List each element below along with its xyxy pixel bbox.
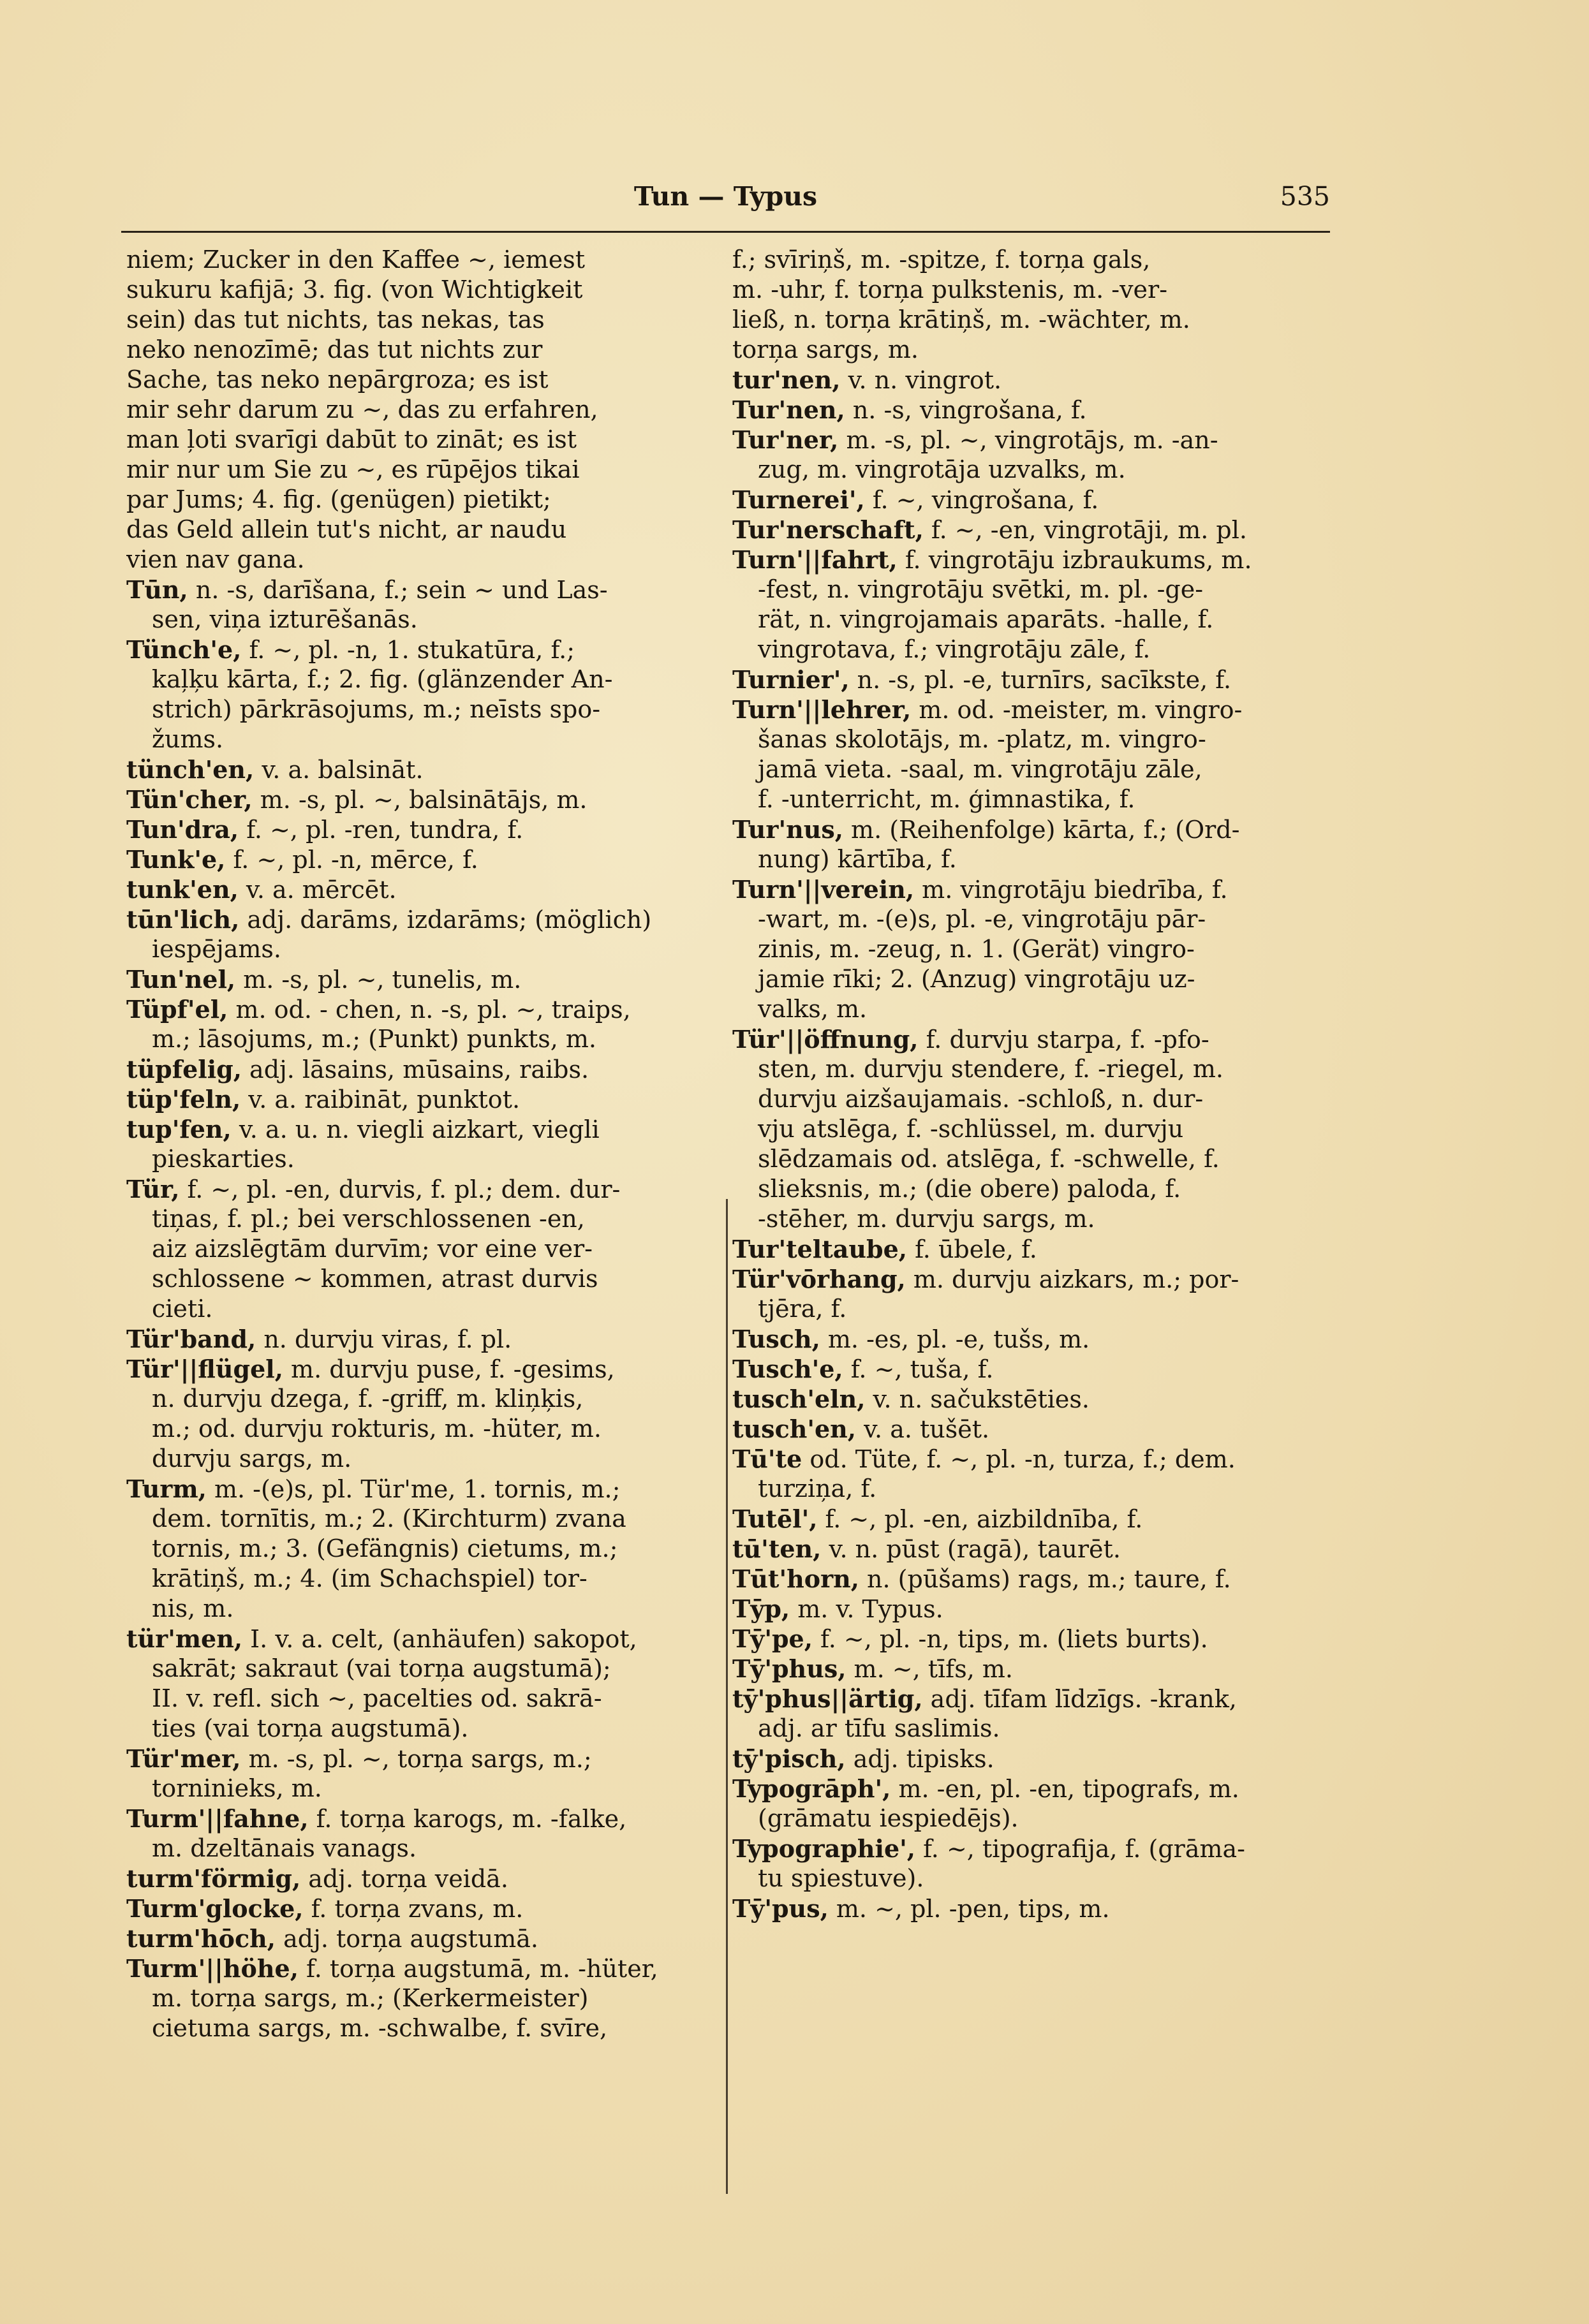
entry-text: jamā vieta. -saal, m. vingrotāju zāle, <box>758 755 1202 783</box>
dictionary-line <box>732 1084 1331 1114</box>
entry-text: žums. <box>152 725 224 753</box>
dictionary-line <box>126 1774 720 1804</box>
entry-text: sten, m. durvju stendere, f. -riegel, m. <box>758 1055 1223 1083</box>
dictionary-line <box>126 1834 720 1864</box>
dictionary-line <box>732 1654 1331 1684</box>
dictionary-line <box>732 844 1331 874</box>
entry-headword: Turm, <box>126 1475 207 1503</box>
dictionary-line <box>732 784 1331 814</box>
entry-headword: Turn'||lehrer, <box>732 695 912 724</box>
entry-headword: Tun'dra, <box>126 815 239 844</box>
dictionary-line <box>732 665 1331 695</box>
entry-text: zug, m. vingrotāja uzvalks, m. <box>758 455 1126 483</box>
entry-headword: Tür'vōrhang, <box>732 1265 906 1293</box>
entry-headword: Typogrāph', <box>732 1774 891 1803</box>
entry-text: vju atslēga, f. -schlüssel, m. durvju <box>758 1115 1184 1143</box>
entry-text: adj. darāms, izdarāms; (möglich) <box>239 906 652 934</box>
dictionary-line <box>126 994 720 1024</box>
dictionary-line <box>126 1864 720 1894</box>
entry-text: v. n. sačukstēties. <box>865 1385 1090 1413</box>
entry-text: adj. torņa augstumā. <box>276 1925 539 1953</box>
dictionary-line <box>732 1114 1331 1144</box>
dictionary-line <box>126 964 720 994</box>
entry-headword: Tünch'e, <box>126 635 242 664</box>
entry-text: -stēher, m. durvju sargs, m. <box>758 1205 1095 1233</box>
entry-headword: tusch'en, <box>732 1415 857 1443</box>
entry-headword: Tür'||flügel, <box>126 1355 283 1383</box>
entry-text: sukuru kafijā; 3. fig. (von Wichtigkeit <box>126 276 583 304</box>
entry-text: m. -s, pl. ~, balsinātājs, m. <box>252 786 588 814</box>
entry-text: -wart, m. -(e)s, pl. -e, vingrotāju pār- <box>758 905 1206 933</box>
dictionary-line <box>732 1564 1331 1594</box>
entry-text: m. -s, pl. ~, torņa sargs, m.; <box>240 1745 592 1773</box>
dictionary-line <box>732 1714 1331 1744</box>
entry-text: f. durvju starpa, f. -pfo- <box>918 1026 1209 1054</box>
entry-text: v. n. vingrot. <box>840 366 1002 394</box>
entry-text: adj. torņa veidā. <box>300 1865 508 1893</box>
entry-text: durvju sargs, m. <box>152 1445 352 1473</box>
dictionary-line <box>732 1474 1331 1504</box>
entry-text: n. durvju viras, f. pl. <box>256 1325 512 1353</box>
entry-text: pieskarties. <box>152 1145 295 1173</box>
entry-text: sen, viņa izturēšanās. <box>152 605 418 633</box>
dictionary-line <box>732 1774 1331 1804</box>
dictionary-line <box>732 994 1331 1024</box>
entry-text: v. a. mērcēt. <box>238 876 397 904</box>
dictionary-line <box>126 1624 720 1654</box>
entry-headword: Tūn, <box>126 575 188 604</box>
dictionary-line <box>126 844 720 874</box>
dictionary-line <box>126 1414 720 1444</box>
dictionary-line <box>126 365 720 395</box>
entry-headword: Tür, <box>126 1175 180 1203</box>
entry-text: zinis, m. -zeug, n. 1. (Gerät) vingro- <box>758 935 1195 963</box>
dictionary-line <box>732 1744 1331 1774</box>
entry-text: m. od. -meister, m. vingro- <box>911 696 1243 724</box>
dictionary-line <box>126 1294 720 1324</box>
dictionary-line <box>732 575 1331 605</box>
entry-headword: tunk'en, <box>126 875 239 904</box>
dictionary-line <box>732 1864 1331 1894</box>
entry-text: torninieks, m. <box>152 1774 322 1802</box>
entry-text: neko nenozīmē; das tut nichts zur <box>126 335 543 364</box>
entry-headword: Tutēl', <box>732 1504 818 1533</box>
entry-text: f. ~, pl. -en, aizbildnība, f. <box>817 1505 1143 1533</box>
entry-text: f. torņa karogs, m. -falke, <box>308 1805 627 1833</box>
entry-text: m. vingrotāju biedrība, f. <box>914 876 1228 904</box>
dictionary-line <box>126 1354 720 1384</box>
column-divider <box>726 1199 728 2194</box>
dictionary-line <box>126 1024 720 1054</box>
dictionary-line <box>126 1114 720 1144</box>
entry-headword: Tüpf'el, <box>126 995 228 1024</box>
entry-headword: Tün'cher, <box>126 785 253 814</box>
entry-headword: tȳ'phus||ärtig, <box>732 1684 923 1713</box>
entry-text: m. v. Typus. <box>790 1595 943 1623</box>
entry-headword: Tür'||öffnung, <box>732 1025 919 1054</box>
entry-text: cieti. <box>152 1295 213 1323</box>
dictionary-line <box>126 1264 720 1294</box>
entry-text: f. ~, pl. -n, mērce, f. <box>225 846 478 874</box>
dictionary-line <box>126 665 720 695</box>
entry-text: m.; od. durvju rokturis, m. -hüter, m. <box>152 1415 602 1443</box>
entry-text: man ļoti svarīgi dabūt to zināt; es ist <box>126 425 577 453</box>
dictionary-line <box>126 1804 720 1834</box>
dictionary-line <box>732 605 1331 635</box>
entry-text: n. durvju dzega, f. -griff, m. kliņķis, <box>152 1385 584 1413</box>
entry-text: tu spiestuve). <box>758 1864 924 1892</box>
dictionary-line <box>732 545 1331 575</box>
entry-text: I. v. a. celt, (anhäufen) sakopot, <box>242 1625 637 1653</box>
entry-text: torņa sargs, m. <box>732 335 919 364</box>
dictionary-line <box>126 1054 720 1084</box>
dictionary-line <box>126 2013 720 2043</box>
dictionary-line <box>732 395 1331 425</box>
entry-headword: Tur'teltaube, <box>732 1235 908 1263</box>
entry-text: od. Tüte, f. ~, pl. -n, turza, f.; dem. <box>802 1445 1236 1473</box>
entry-text: m. (Reihenfolge) kārta, f.; (Ord- <box>843 816 1240 844</box>
dictionary-line <box>732 934 1331 964</box>
entry-text: f. ~, tipografija, f. (grāma- <box>915 1835 1246 1863</box>
entry-text: Sache, tas neko nepārgroza; es ist <box>126 365 549 393</box>
entry-text: m. durvju aizkars, m.; por- <box>905 1265 1239 1293</box>
dictionary-line <box>126 485 720 515</box>
entry-headword: Turnerei', <box>732 485 865 514</box>
entry-text: f.; svīriņš, m. -spitze, f. torņa gals, <box>732 246 1151 274</box>
dictionary-line <box>732 1684 1331 1714</box>
dictionary-line <box>732 1174 1331 1204</box>
entry-text: adj. lāsains, mūsains, raibs. <box>241 1055 589 1084</box>
entry-text: tornis, m.; 3. (Gefängnis) cietums, m.; <box>152 1534 618 1563</box>
entry-headword: tüpfelig, <box>126 1055 242 1084</box>
entry-headword: Tur'nen, <box>732 395 845 424</box>
entry-text: adj. ar tīfu saslimis. <box>758 1714 1000 1742</box>
dictionary-line <box>732 425 1331 455</box>
entry-text: n. (pūšams) rags, m.; taure, f. <box>859 1565 1231 1593</box>
entry-text: valks, m. <box>758 995 868 1023</box>
dictionary-line <box>732 1534 1331 1564</box>
entry-headword: Tȳp, <box>732 1594 790 1623</box>
entry-text: strich) pārkrāsojums, m.; neīsts spo- <box>152 695 601 723</box>
entry-headword: Turn'||fahrt, <box>732 545 898 574</box>
entry-text: mir nur um Sie zu ~, es rūpējos tikai <box>126 455 580 483</box>
dictionary-line <box>732 1594 1331 1624</box>
entry-text: f. ~, pl. -n, tips, m. (liets burts). <box>812 1625 1208 1653</box>
entry-text: dem. tornītis, m.; 2. (Kirchturm) zvana <box>152 1504 626 1533</box>
entry-text: v. n. pūst (ragā), taurēt. <box>821 1535 1121 1563</box>
dictionary-line <box>732 335 1331 365</box>
dictionary-line <box>732 1204 1331 1234</box>
entry-text: v. a. balsināt. <box>254 756 424 784</box>
dictionary-line <box>732 1294 1331 1324</box>
dictionary-line <box>126 1504 720 1534</box>
entry-text: jamie rīki; 2. (Anzug) vingrotāju uz- <box>758 965 1195 993</box>
entry-headword: Tusch, <box>732 1325 820 1353</box>
page-number: 535 <box>1280 181 1330 212</box>
entry-headword: tüp'feln, <box>126 1085 241 1114</box>
entry-text: tjēra, f. <box>758 1295 847 1323</box>
dictionary-line <box>732 515 1331 545</box>
dictionary-line <box>732 1324 1331 1354</box>
entry-text: m. torņa sargs, m.; (Kerkermeister) <box>152 1984 589 2012</box>
entry-text: turziņa, f. <box>758 1475 877 1503</box>
entry-headword: tusch'eln, <box>732 1385 866 1413</box>
entry-text: m. -s, pl. ~, vingrotājs, m. -an- <box>838 426 1218 454</box>
entry-headword: Turm'||höhe, <box>126 1954 299 1983</box>
dictionary-line <box>126 1564 720 1594</box>
entry-text: niem; Zucker in den Kaffee ~, iemest <box>126 246 586 274</box>
left-column <box>126 245 720 2043</box>
entry-text: n. -s, pl. -e, turnīrs, sacīkste, f. <box>849 666 1232 694</box>
dictionary-line <box>126 1654 720 1684</box>
entry-text: adj. tipisks. <box>845 1745 994 1773</box>
entry-headword: Tur'nus, <box>732 815 843 844</box>
entry-headword: Tȳ'phus, <box>732 1654 846 1683</box>
entry-text: par Jums; 4. fig. (genügen) pietikt; <box>126 485 551 513</box>
dictionary-line <box>732 1444 1331 1474</box>
entry-text: cietuma sargs, m. -schwalbe, f. svīre, <box>152 2014 608 2042</box>
entry-headword: tünch'en, <box>126 755 255 784</box>
entry-text: durvju aizšaujamais. -schloß, n. dur- <box>758 1085 1204 1113</box>
entry-text: f. torņa zvans, m. <box>303 1895 524 1923</box>
entry-text: m. -(e)s, pl. Tür'me, 1. tornis, m.; <box>206 1475 621 1503</box>
dictionary-line <box>126 754 720 784</box>
dictionary-line <box>732 1054 1331 1084</box>
dictionary-line <box>732 695 1331 724</box>
dictionary-line <box>126 605 720 635</box>
entry-headword: turm'hōch, <box>126 1924 276 1953</box>
dictionary-line <box>126 1894 720 1923</box>
dictionary-line <box>126 1534 720 1564</box>
dictionary-line <box>126 275 720 305</box>
entry-text: f. vingrotāju izbraukums, m. <box>897 546 1252 574</box>
entry-text: m. -uhr, f. torņa pulkstenis, m. -ver- <box>732 276 1168 304</box>
page-title: Tun — Typus <box>633 181 818 212</box>
entry-headword: Typographie', <box>732 1834 915 1863</box>
entry-text: f. ~, pl. -en, durvis, f. pl.; dem. dur- <box>179 1175 621 1203</box>
entry-text: m. -en, pl. -en, tipografs, m. <box>891 1775 1239 1803</box>
dictionary-line <box>732 1264 1331 1294</box>
entry-text: ties (vai torņa augstumā). <box>152 1714 469 1742</box>
entry-text: -fest, n. vingrotāju svētki, m. pl. -ge- <box>758 575 1204 603</box>
dictionary-line <box>732 1234 1331 1264</box>
dictionary-line <box>732 635 1331 665</box>
dictionary-line <box>126 695 720 724</box>
entry-text: schlossene ~ kommen, atrast durvis <box>152 1265 598 1293</box>
dictionary-line <box>732 1504 1331 1534</box>
entry-headword: Turn'||verein, <box>732 875 915 904</box>
entry-headword: tür'men, <box>126 1624 243 1653</box>
entry-headword: Tȳ'pe, <box>732 1624 813 1653</box>
dictionary-line <box>126 1204 720 1234</box>
dictionary-line <box>126 1744 720 1774</box>
entry-text: f. torņa augstumā, m. -hüter, <box>298 1955 658 1983</box>
dictionary-line <box>732 904 1331 934</box>
entry-text: f. ~, pl. -ren, tundra, f. <box>239 816 524 844</box>
entry-headword: Tusch'e, <box>732 1355 843 1383</box>
dictionary-line <box>126 1384 720 1414</box>
dictionary-line <box>126 1684 720 1714</box>
dictionary-line <box>126 545 720 575</box>
dictionary-line <box>732 1024 1331 1054</box>
dictionary-line <box>126 1474 720 1504</box>
dictionary-line <box>732 455 1331 485</box>
dictionary-line <box>126 455 720 485</box>
entry-text: kaļķu kārta, f.; 2. fig. (glänzender An- <box>152 665 613 693</box>
dictionary-line <box>126 515 720 545</box>
entry-text: šanas skolotājs, m. -platz, m. vingro- <box>758 725 1206 753</box>
dictionary-line <box>732 814 1331 844</box>
entry-text: f. ~, pl. -n, 1. stukatūra, f.; <box>241 636 575 664</box>
dictionary-line <box>126 335 720 365</box>
dictionary-line <box>732 245 1331 275</box>
entry-headword: Turm'||fahne, <box>126 1804 309 1833</box>
dictionary-line <box>126 784 720 814</box>
entry-text: n. -s, darīšana, f.; sein ~ und Las- <box>188 576 608 604</box>
dictionary-line <box>732 365 1331 395</box>
entry-headword: Tunk'e, <box>126 845 226 874</box>
dictionary-line <box>732 1144 1331 1174</box>
dictionary-line <box>126 1324 720 1354</box>
entry-text: f. ~, vingrošana, f. <box>864 486 1099 514</box>
entry-text: slieksnis, m.; (die obere) paloda, f. <box>758 1175 1181 1203</box>
dictionary-line <box>126 245 720 275</box>
dictionary-line <box>732 1894 1331 1923</box>
entry-headword: tur'nen, <box>732 365 841 394</box>
entry-headword: Tür'band, <box>126 1325 256 1353</box>
dictionary-line <box>732 754 1331 784</box>
entry-text: m. od. - chen, n. -s, pl. ~, traips, <box>228 996 631 1024</box>
entry-headword: Tür'mer, <box>126 1744 241 1773</box>
entry-text: nis, m. <box>152 1594 234 1622</box>
dictionary-line <box>126 1444 720 1474</box>
entry-headword: Tūt'horn, <box>732 1564 859 1593</box>
entry-headword: tȳ'pisch, <box>732 1744 846 1773</box>
entry-text: das Geld allein tut's nicht, ar naudu <box>126 515 567 543</box>
entry-text: f. ~, tuša, f. <box>843 1355 994 1383</box>
dictionary-line <box>126 635 720 665</box>
entry-text: (grāmatu iespiedējs). <box>758 1804 1019 1832</box>
header-rule <box>121 231 1330 233</box>
entry-headword: tū'ten, <box>732 1534 822 1563</box>
entry-headword: turm'förmig, <box>126 1864 301 1893</box>
entry-text: vien nav gana. <box>126 545 305 573</box>
dictionary-line <box>126 1953 720 1983</box>
entry-text: rät, n. vingrojamais aparāts. -halle, f. <box>758 605 1214 633</box>
dictionary-line <box>732 1414 1331 1444</box>
dictionary-line <box>126 904 720 934</box>
entry-headword: Turnier', <box>732 665 850 694</box>
dictionary-line <box>126 1084 720 1114</box>
dictionary-line <box>732 724 1331 754</box>
entry-text: ließ, n. torņa krātiņš, m. -wächter, m. <box>732 305 1190 334</box>
entry-text: v. a. tušēt. <box>856 1415 990 1443</box>
dictionary-line <box>126 724 720 754</box>
dictionary-line <box>126 305 720 335</box>
entry-headword: Tur'ner, <box>732 425 839 454</box>
entry-text: nung) kārtība, f. <box>758 845 957 873</box>
dictionary-line <box>126 1174 720 1204</box>
dictionary-line <box>732 1804 1331 1834</box>
entry-text: f. ūbele, f. <box>907 1235 1037 1263</box>
entry-text: f. -unterricht, m. ģimnastika, f. <box>758 785 1135 813</box>
dictionary-line <box>732 1354 1331 1384</box>
running-header <box>121 177 1330 222</box>
entry-text: II. v. refl. sich ~, pacelties od. sakrā- <box>152 1684 602 1712</box>
dictionary-line <box>126 575 720 605</box>
dictionary-line <box>732 874 1331 904</box>
dictionary-line <box>732 275 1331 305</box>
dictionary-line <box>126 1983 720 2013</box>
dictionary-line <box>126 395 720 425</box>
entry-text: adj. tīfam līdzīgs. -krank, <box>922 1685 1237 1713</box>
entry-text: vingrotava, f.; vingrotāju zāle, f. <box>758 635 1151 663</box>
entry-text: sein) das tut nichts, tas nekas, tas <box>126 305 545 334</box>
entry-text: m. ~, pl. -pen, tips, m. <box>828 1895 1110 1923</box>
dictionary-line <box>126 1594 720 1624</box>
entry-text: m. -es, pl. -e, tušs, m. <box>820 1325 1090 1353</box>
entry-text: mir sehr darum zu ~, das zu erfahren, <box>126 395 598 423</box>
dictionary-line <box>732 1834 1331 1864</box>
dictionary-line <box>126 425 720 455</box>
dictionary-line <box>126 814 720 844</box>
entry-text: v. a. raibināt, punktot. <box>240 1085 521 1114</box>
right-column <box>732 245 1331 1923</box>
entry-headword: Tur'nerschaft, <box>732 515 924 544</box>
dictionary-line <box>126 1714 720 1744</box>
dictionary-line <box>732 485 1331 515</box>
entry-text: tiņas, f. pl.; bei verschlossenen -en, <box>152 1205 585 1233</box>
entry-headword: Turm'glocke, <box>126 1894 304 1923</box>
dictionary-line <box>732 1624 1331 1654</box>
entry-text: n. -s, vingrošana, f. <box>845 396 1087 424</box>
entry-text: m. ~, tīfs, m. <box>846 1655 1013 1683</box>
entry-headword: tup'fen, <box>126 1115 232 1144</box>
dictionary-line <box>126 874 720 904</box>
entry-text: iespējams. <box>152 935 282 963</box>
entry-text: krātiņš, m.; 4. (im Schachspiel) tor- <box>152 1564 588 1592</box>
entry-headword: Tū'te <box>732 1445 802 1473</box>
dictionary-line <box>732 1384 1331 1414</box>
entry-text: m. dzeltānais vanags. <box>152 1834 417 1862</box>
dictionary-line <box>126 1144 720 1174</box>
entry-headword: Tȳ'pus, <box>732 1894 829 1923</box>
dictionary-line <box>732 305 1331 335</box>
dictionary-line <box>126 1923 720 1953</box>
dictionary-line <box>732 964 1331 994</box>
entry-headword: tūn'lich, <box>126 905 240 934</box>
entry-text: v. a. u. n. viegli aizkart, viegli <box>231 1115 600 1144</box>
entry-text: f. ~, -en, vingrotāji, m. pl. <box>923 516 1247 544</box>
entry-text: sakrāt; sakraut (vai torņa augstumā); <box>152 1654 611 1682</box>
dictionary-line <box>126 934 720 964</box>
entry-text: slēdzamais od. atslēga, f. -schwelle, f. <box>758 1145 1220 1173</box>
entry-text: m. durvju puse, f. -gesims, <box>283 1355 615 1383</box>
entry-text: m.; lāsojums, m.; (Punkt) punkts, m. <box>152 1025 597 1053</box>
entry-text: aiz aizslēgtām durvīm; vor eine ver- <box>152 1235 593 1263</box>
entry-text: m. -s, pl. ~, tunelis, m. <box>235 966 522 994</box>
dictionary-line <box>126 1234 720 1264</box>
entry-headword: Tun'nel, <box>126 965 236 994</box>
